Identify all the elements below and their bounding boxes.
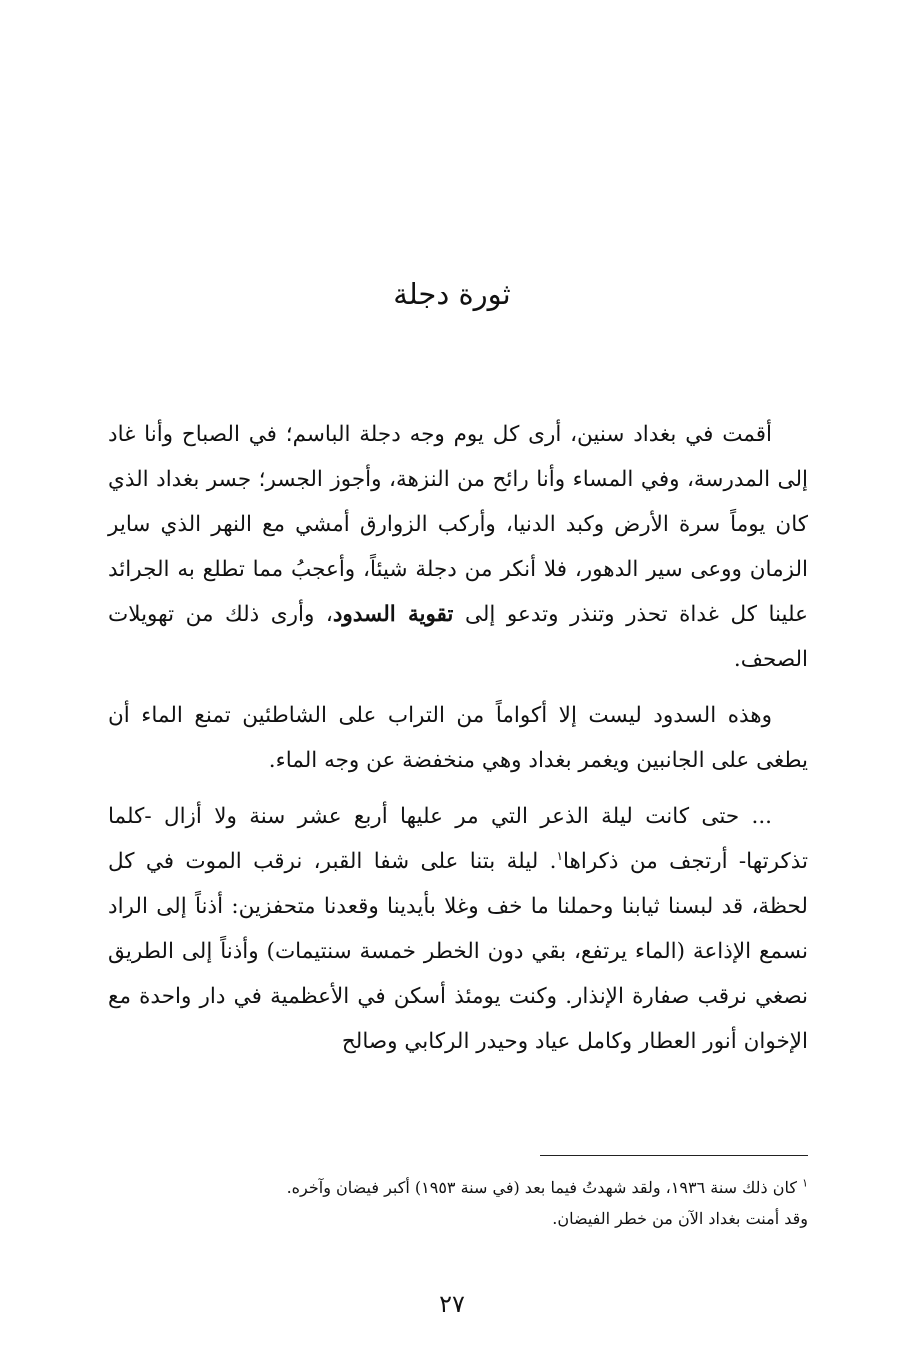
- footnote-mark: ١: [802, 1176, 808, 1190]
- body-text: [108, 412, 808, 1064]
- page-number: ٢٧: [439, 1290, 465, 1318]
- footnote: [120, 1172, 808, 1234]
- paragraph-3: [108, 794, 808, 1064]
- paragraph-1-text-start: أقمت في بغداد سنين، أرى كل يوم وجه دجلة الباسم؛ في الصباح وأنا غاد إلى المدرسة، وفي المساء وأنا رائح من النزهة، وأجوز الجسر؛ جسر بغداد الذي كان يوماً سرة الأرض وكبد الدنيا، وأركب الزوارق أمشي مع النهر الذي ساير الزمان ووعى سير الدهور، فلا أنكر من دجلة شيئاً، وأعجبُ مما تطلع به الجرائد علينا كل غداة تحذر وتنذر وتدعو إلى: [108, 422, 808, 627]
- bold-phrase: تقوية السدود: [332, 602, 454, 627]
- footnote-line-1: [120, 1172, 808, 1203]
- paragraph-2: وهذه السدود ليست إلا أكواماً من التراب على الشاطئين تمنع الماء أن يطغى على الجانبين ويغمر بغداد وهي منخفضة عن وجه الماء.: [108, 703, 808, 773]
- footnote-text-1: كان ذلك سنة ١٩٣٦، ولقد شهدتُ فيما بعد (في سنة ١٩٥٣) أكبر فيضان وآخره.: [286, 1178, 797, 1197]
- footnote-divider: [540, 1155, 808, 1156]
- paragraph-1-text-end: ، وأرى ذلك من تهويلات الصحف.: [108, 602, 808, 672]
- footnote-reference[interactable]: ١: [556, 848, 563, 863]
- paragraph-3-text-start: ... حتى كانت ليلة الذعر التي مر عليها أربع عشر سنة ولا أزال -كلما تذكرتها- أرتجف من ذكراها: [108, 804, 808, 874]
- footnote-line-2: وقد أمنت بغداد الآن من خطر الفيضان.: [552, 1209, 808, 1228]
- chapter-title: ثورة دجلة: [393, 277, 511, 311]
- paragraph-3-text-end: . ليلة بتنا على شفا القبر، نرقب الموت في كل لحظة، قد لبسنا ثيابنا وحملنا ما خف وغلا بأيدينا وقعدنا متحفزين: أذناً إلى الراد نسمع الإذاعة (الماء يرتفع، بقي دون الخطر خمسة سنتيمات) وأذناً إلى الطريق نصغي نرقب صفارة الإنذار. وكنت يومئذ أسكن في الأعظمية في دار واحدة مع الإخوان أنور العطار وكامل عياد وحيدر الركابي وصالح: [108, 849, 808, 1054]
- paragraph-1: [108, 412, 808, 682]
